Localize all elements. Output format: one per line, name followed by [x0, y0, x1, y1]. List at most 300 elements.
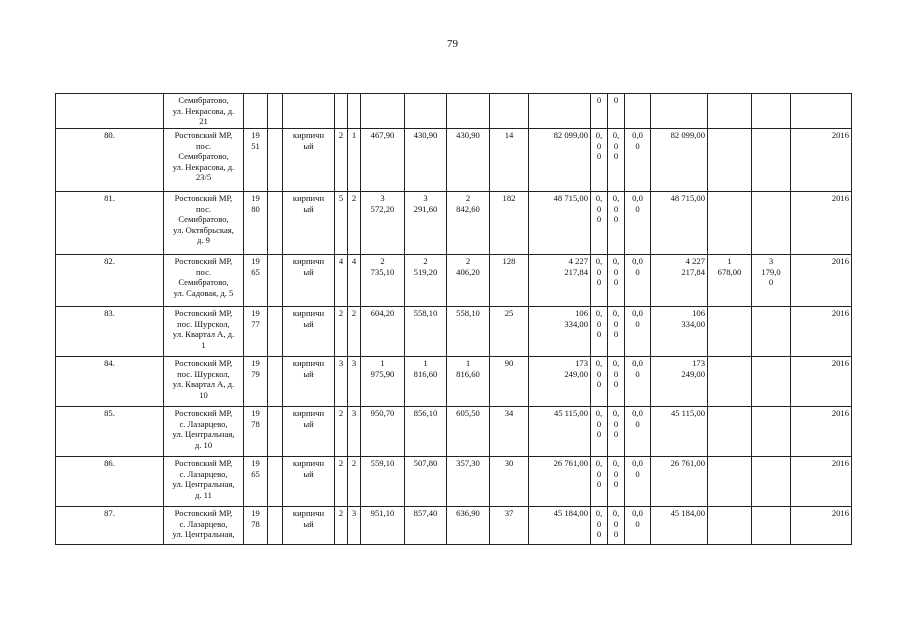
table-row	[56, 192, 852, 255]
cell-share-1	[591, 407, 608, 457]
cell-line: ул. Октябрьская,	[173, 224, 234, 235]
cell-address	[164, 255, 244, 307]
cell-line: 0	[613, 214, 619, 224]
cell-line: 0	[613, 329, 619, 339]
cell-number: 86.	[56, 457, 164, 507]
cell-line: 605,50	[456, 408, 480, 418]
cell-line: 106	[575, 308, 588, 318]
cell-line: 842,60	[456, 203, 480, 214]
cell-line: 3	[423, 193, 428, 203]
cell-line: 0	[613, 479, 619, 489]
cell-line: 19	[251, 358, 260, 368]
cell-line: 0	[613, 418, 619, 429]
cell-build-year	[244, 407, 268, 457]
cell-line: 0	[613, 277, 619, 287]
cell-line: 0,	[612, 358, 620, 368]
cell-cost	[529, 507, 591, 545]
cell-share-1	[591, 94, 608, 129]
cell-number: 80.	[56, 129, 164, 192]
cell-line: кирпичн	[292, 193, 325, 203]
cell-area-b	[447, 255, 490, 307]
cell-number: 83.	[56, 307, 164, 357]
cell-line: пос. Шурскол,	[177, 368, 230, 379]
cell-line: 217,84	[564, 266, 588, 277]
cell-extra-2	[752, 129, 791, 192]
cell-end-year: 2016	[791, 129, 852, 192]
cell-address	[164, 192, 244, 255]
cell-empty	[268, 255, 283, 307]
cell-line: д. 10	[194, 439, 213, 450]
cell-address	[164, 357, 244, 407]
cell-share-2	[608, 192, 625, 255]
cell-line: Ростовский МР,	[174, 130, 233, 140]
cell-line: 604,20	[370, 308, 395, 318]
cell-line: Ростовский МР,	[174, 308, 233, 318]
cell-line: 0	[613, 140, 619, 151]
cell-line: 430,90	[413, 130, 438, 140]
cell-line: кирпичн	[292, 508, 325, 518]
cell-area-b	[447, 407, 490, 457]
cell-line: 816,60	[456, 368, 480, 379]
cell-line: 0,	[595, 256, 603, 266]
cell-line: с. Лазарцево,	[179, 518, 228, 529]
cell-line: Семибратово,	[178, 95, 229, 105]
cell-line: 0	[613, 468, 619, 479]
cell-share-3	[625, 507, 651, 545]
cell-residents: 37	[490, 507, 529, 545]
cell-extra-1	[708, 357, 752, 407]
cell-extra-1	[708, 255, 752, 307]
cell-line: 0,	[595, 193, 603, 203]
cell-share-2	[608, 357, 625, 407]
cell-area-a	[405, 507, 447, 545]
cell-share-2	[608, 129, 625, 192]
cell-line: ул. Центральная,	[172, 479, 235, 489]
cell-line: ый	[303, 368, 314, 379]
cell-empty	[268, 407, 283, 457]
cell-line: ый	[303, 318, 314, 329]
cell-line: 3	[380, 193, 385, 203]
cell-area-b	[447, 192, 490, 255]
cell-line: 0	[596, 468, 602, 479]
cell-number: 85.	[56, 407, 164, 457]
cell-area-a	[405, 457, 447, 507]
cell-line: 0,0	[632, 130, 643, 140]
cell-build-year	[244, 192, 268, 255]
cell-area-b	[447, 457, 490, 507]
cell-share-2	[608, 255, 625, 307]
cell-build-year	[244, 457, 268, 507]
cell-entrances: 3	[348, 357, 361, 407]
cell-line: 0	[613, 203, 619, 214]
cell-line: д. 11	[195, 489, 212, 500]
cell-line: 45 115,00	[553, 408, 588, 418]
cell-share-1	[591, 357, 608, 407]
cell-entrances	[348, 94, 361, 129]
cell-line: 0	[596, 214, 602, 224]
cell-line: 0,	[595, 308, 603, 318]
cell-extra-1	[708, 94, 752, 129]
cell-line: 291,60	[413, 203, 438, 214]
cell-line: 0,0	[632, 193, 643, 203]
cell-line: 80	[251, 203, 260, 214]
cell-wall-material	[283, 407, 335, 457]
cell-area-total	[361, 192, 405, 255]
cell-line: 951,10	[370, 508, 395, 518]
cell-line: 559,10	[370, 458, 395, 468]
cell-line: пос. Шурскол,	[177, 318, 230, 329]
cell-line: Ростовский МР,	[174, 358, 233, 368]
cell-cost-regional	[651, 94, 708, 129]
cell-line: 467,90	[370, 130, 395, 140]
cell-end-year: 2016	[791, 192, 852, 255]
cell-cost-regional	[651, 457, 708, 507]
table-row	[56, 407, 852, 457]
cell-line: 19	[251, 256, 260, 266]
cell-line: 45 115,00	[670, 408, 705, 418]
cell-line: 735,10	[370, 266, 395, 277]
cell-area-total	[361, 357, 405, 407]
cell-line: 0	[613, 518, 619, 529]
cell-cost	[529, 255, 591, 307]
cell-line: 19	[251, 508, 260, 518]
cell-line: 19	[251, 408, 260, 418]
cell-share-2	[608, 94, 625, 129]
cell-wall-material	[283, 255, 335, 307]
cell-line: 0,	[595, 508, 603, 518]
cell-end-year: 2016	[791, 255, 852, 307]
cell-area-total	[361, 457, 405, 507]
cell-line: 0,	[612, 193, 620, 203]
cell-share-1	[591, 507, 608, 545]
cell-cost	[529, 357, 591, 407]
cell-area-a	[405, 255, 447, 307]
cell-area-total	[361, 307, 405, 357]
cell-residents: 128	[490, 255, 529, 307]
cell-build-year	[244, 94, 268, 129]
cell-share-1	[591, 192, 608, 255]
cell-line: 2	[465, 256, 471, 266]
cell-line: 4 227	[685, 256, 705, 266]
cell-extra-1	[708, 407, 752, 457]
cell-line: ул. Центральная,	[172, 429, 235, 439]
cell-floors: 3	[335, 357, 348, 407]
cell-end-year: 2016	[791, 457, 852, 507]
cell-line: 82 099,00	[553, 130, 588, 140]
cell-residents	[490, 94, 529, 129]
cell-line: 0,	[612, 130, 620, 140]
cell-empty	[268, 457, 283, 507]
cell-cost-regional	[651, 307, 708, 357]
cell-build-year	[244, 129, 268, 192]
cell-cost	[529, 457, 591, 507]
cell-share-1	[591, 457, 608, 507]
cell-line: Ростовский МР,	[174, 408, 233, 418]
cell-address	[164, 307, 244, 357]
cell-line: 0	[613, 318, 619, 329]
cell-area-b	[447, 129, 490, 192]
cell-end-year: 2016	[791, 407, 852, 457]
cell-line: ул. Центральная,	[172, 529, 235, 539]
cell-line: 636,90	[456, 508, 480, 518]
cell-line: 2	[423, 256, 428, 266]
cell-floors: 2	[335, 507, 348, 545]
cell-floors: 2	[335, 307, 348, 357]
cell-cost	[529, 129, 591, 192]
cell-area-b	[447, 357, 490, 407]
cell-line: 0	[596, 368, 602, 379]
cell-residents: 90	[490, 357, 529, 407]
cell-share-3	[625, 255, 651, 307]
cell-entrances: 4	[348, 255, 361, 307]
cell-end-year: 2016	[791, 507, 852, 545]
cell-line: 816,60	[413, 368, 438, 379]
cell-number: 81.	[56, 192, 164, 255]
cell-line: 0	[635, 368, 640, 379]
cell-line: 19	[251, 308, 260, 318]
cell-line: пос.	[195, 140, 212, 151]
cell-line: 0,	[612, 408, 620, 418]
cell-wall-material	[283, 307, 335, 357]
cell-area-total	[361, 407, 405, 457]
cell-entrances: 2	[348, 192, 361, 255]
cell-line: 0	[596, 203, 602, 214]
cell-line: ый	[303, 418, 314, 429]
cell-extra-2	[752, 192, 791, 255]
cell-line: 406,20	[456, 266, 480, 277]
cell-empty	[268, 129, 283, 192]
cell-build-year	[244, 357, 268, 407]
cell-entrances: 2	[348, 457, 361, 507]
cell-line: Семибратово,	[178, 277, 229, 287]
table-row	[56, 255, 852, 307]
cell-share-3	[625, 457, 651, 507]
cell-line: ый	[303, 468, 314, 479]
cell-line: 0	[596, 318, 602, 329]
cell-line: 0	[635, 140, 640, 151]
cell-extra-2	[752, 507, 791, 545]
cell-line: 19	[251, 130, 260, 140]
cell-line: 82 099,00	[670, 130, 705, 140]
cell-area-total	[361, 129, 405, 192]
cell-area-total	[361, 507, 405, 545]
cell-share-1	[591, 307, 608, 357]
cell-line: 0	[596, 379, 602, 389]
cell-extra-1	[708, 192, 752, 255]
cell-residents: 34	[490, 407, 529, 457]
cell-line: Ростовский МР,	[174, 458, 233, 468]
cell-line: с. Лазарцево,	[179, 418, 228, 429]
cell-build-year	[244, 307, 268, 357]
cell-line: 0,	[612, 458, 620, 468]
cell-line: 0	[596, 529, 602, 539]
cell-area-a	[405, 307, 447, 357]
cell-line: 0	[768, 277, 774, 287]
cell-address	[164, 129, 244, 192]
cell-residents: 14	[490, 129, 529, 192]
cell-area-b	[447, 94, 490, 129]
cell-line: Ростовский МР,	[174, 193, 233, 203]
cell-extra-1	[708, 457, 752, 507]
cell-cost	[529, 307, 591, 357]
cell-line: 0	[613, 266, 619, 277]
cell-end-year	[791, 94, 852, 129]
cell-floors: 4	[335, 255, 348, 307]
table-row	[56, 507, 852, 545]
cell-line: 0	[596, 140, 602, 151]
cell-line: 0	[596, 266, 602, 277]
cell-line: 26 761,00	[553, 458, 588, 468]
cell-floors: 2	[335, 457, 348, 507]
cell-line: 173	[692, 358, 705, 368]
cell-share-1	[591, 129, 608, 192]
table-body	[56, 94, 852, 545]
cell-line: 0	[635, 518, 640, 529]
cell-extra-2	[752, 94, 791, 129]
cell-entrances: 3	[348, 407, 361, 457]
cell-line: ул. Садовая, д. 5	[173, 287, 234, 298]
cell-line: 0	[596, 429, 602, 439]
cell-line: 19	[251, 458, 260, 468]
cell-extra-1	[708, 129, 752, 192]
cell-line: 0	[596, 518, 602, 529]
cell-line: 0,0	[632, 458, 643, 468]
cell-number: 82.	[56, 255, 164, 307]
cell-end-year: 2016	[791, 357, 852, 407]
cell-line: 0,0	[632, 308, 643, 318]
cell-area-a	[405, 129, 447, 192]
cell-empty	[268, 357, 283, 407]
cell-wall-material	[283, 457, 335, 507]
cell-end-year: 2016	[791, 307, 852, 357]
cell-address	[164, 407, 244, 457]
cell-line: 106	[692, 308, 705, 318]
cell-line: ул. Некрасова, д.	[172, 105, 235, 116]
cell-line: 0	[613, 95, 619, 105]
cell-line: 51	[251, 140, 260, 151]
cell-line: 0,0	[632, 358, 643, 368]
cell-line: Ростовский МР,	[174, 508, 233, 518]
cell-empty	[268, 507, 283, 545]
cell-line: д. 9	[197, 235, 210, 245]
cell-area-a	[405, 192, 447, 255]
cell-line: 0	[635, 203, 640, 214]
cell-wall-material	[283, 192, 335, 255]
cell-line: 0	[613, 379, 619, 389]
cell-line: 572,20	[370, 203, 395, 214]
cell-share-3	[625, 407, 651, 457]
cell-line: 334,00	[681, 318, 705, 329]
cell-line: 334,00	[564, 318, 588, 329]
cell-cost	[529, 94, 591, 129]
cell-area-a	[405, 357, 447, 407]
cell-line: 0,	[612, 256, 620, 266]
cell-residents: 25	[490, 307, 529, 357]
cell-line: 173	[575, 358, 588, 368]
cell-line: 1	[380, 358, 385, 368]
cell-cost-regional	[651, 129, 708, 192]
cell-line: 519,20	[413, 266, 438, 277]
cell-line: пос.	[195, 203, 212, 214]
cell-cost-regional	[651, 407, 708, 457]
cell-wall-material	[283, 129, 335, 192]
table-row	[56, 129, 852, 192]
cell-line: 21	[199, 116, 208, 126]
cell-address	[164, 507, 244, 545]
cell-extra-1	[708, 507, 752, 545]
cell-share-3	[625, 94, 651, 129]
cell-line: ый	[303, 203, 314, 214]
cell-share-3	[625, 307, 651, 357]
cell-line: 2	[465, 193, 471, 203]
cell-share-3	[625, 192, 651, 255]
cell-residents: 182	[490, 192, 529, 255]
cell-line: 249,00	[681, 368, 705, 379]
cell-line: 1	[423, 358, 428, 368]
cell-build-year	[244, 507, 268, 545]
cell-line: 950,70	[370, 408, 395, 418]
cell-extra-2	[752, 407, 791, 457]
housing-registry-table	[55, 93, 852, 545]
cell-line: 2	[380, 256, 385, 266]
cell-address	[164, 94, 244, 129]
cell-entrances: 2	[348, 307, 361, 357]
cell-line: 0	[613, 429, 619, 439]
cell-entrances: 3	[348, 507, 361, 545]
cell-line: 0	[613, 368, 619, 379]
cell-extra-1	[708, 307, 752, 357]
cell-address	[164, 457, 244, 507]
cell-line: 0	[596, 418, 602, 429]
cell-line: 10	[199, 389, 208, 400]
cell-line: 65	[251, 468, 260, 479]
cell-line: 45 184,00	[553, 508, 588, 518]
cell-area-b	[447, 307, 490, 357]
cell-cost-regional	[651, 192, 708, 255]
cell-line: кирпичн	[292, 458, 325, 468]
cell-share-3	[625, 129, 651, 192]
cell-area-total	[361, 255, 405, 307]
table-row	[56, 307, 852, 357]
cell-line: Семибратово,	[178, 151, 229, 161]
cell-share-2	[608, 507, 625, 545]
cell-line: пос.	[195, 266, 212, 277]
cell-line: ый	[303, 140, 314, 151]
page-number: 79	[447, 38, 458, 50]
cell-line: 0	[613, 529, 619, 539]
cell-line: 0	[596, 277, 602, 287]
cell-line: кирпичн	[292, 130, 325, 140]
table-row	[56, 457, 852, 507]
cell-area-a	[405, 407, 447, 457]
cell-share-3	[625, 357, 651, 407]
cell-line: 0,0	[632, 408, 643, 418]
cell-line: 0,	[595, 130, 603, 140]
cell-line: 0	[596, 151, 602, 161]
cell-line: 0	[635, 468, 640, 479]
cell-line: 357,30	[456, 458, 480, 468]
cell-line: 217,84	[681, 266, 705, 277]
cell-floors: 5	[335, 192, 348, 255]
cell-line: 19	[251, 193, 260, 203]
cell-line: 678,00	[717, 266, 742, 277]
cell-line: ул. Некрасова, д.	[172, 161, 235, 172]
cell-empty	[268, 94, 283, 129]
cell-line: 0	[596, 95, 602, 105]
cell-line: 1	[465, 358, 471, 368]
cell-number	[56, 94, 164, 129]
cell-line: с. Лазарцево,	[179, 468, 228, 479]
